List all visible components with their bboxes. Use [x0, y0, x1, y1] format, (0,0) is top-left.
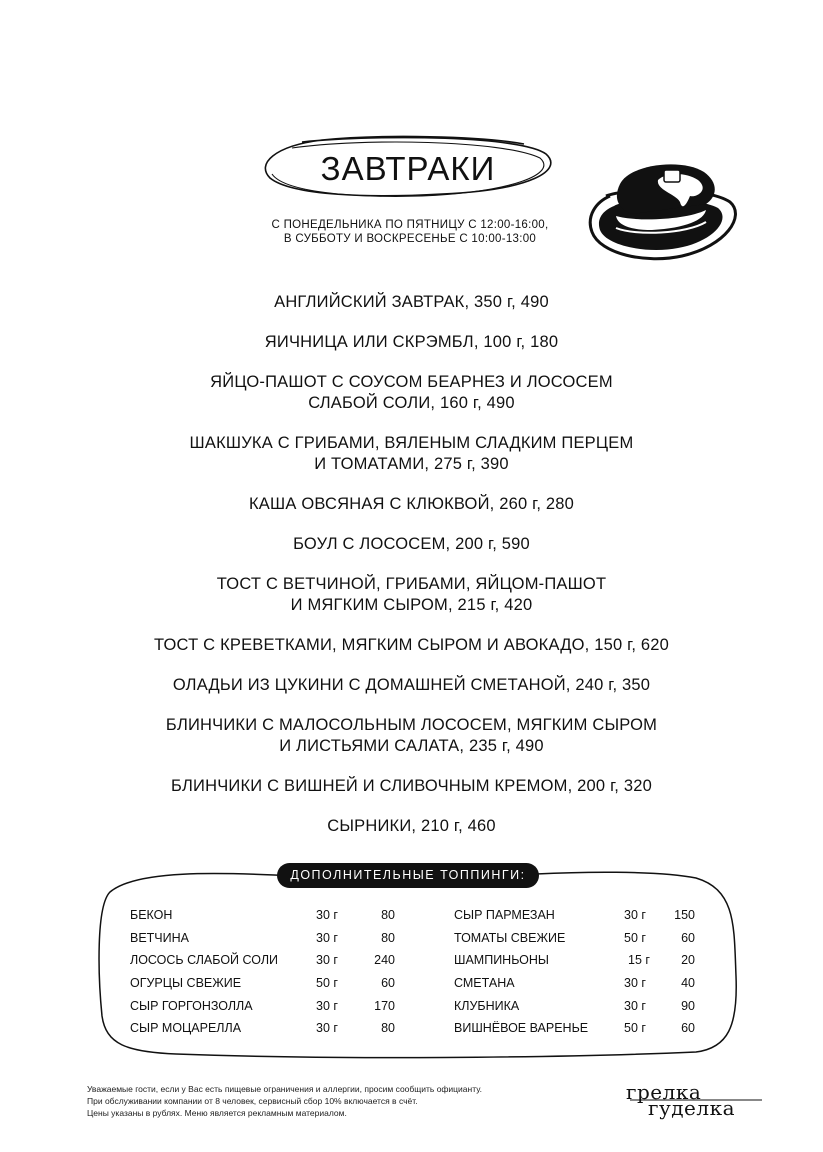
- allergy-note: Уважаемые гости, если у Вас есть пищевые ограничения и аллергии, просим сообщить официанту.: [87, 1084, 482, 1094]
- toppings-right-column: [454, 908, 695, 1044]
- logo-text-top: грелка: [626, 1080, 702, 1104]
- menu-item: СЫРНИКИ, 210 г, 460: [327, 817, 496, 835]
- topping-row: СЫР ГОРГОНЗОЛЛА 30 г 170: [130, 998, 395, 1013]
- menu-item: БЛИНЧИКИ С ВИШНЕЙ И СЛИВОЧНЫМ КРЕМОМ, 200 г, 320: [170, 777, 652, 795]
- hours-weekend: В СУББОТУ И ВОСКРЕСЕНЬЕ С 10:00-13:00: [283, 233, 537, 245]
- brand-logo: [626, 1080, 766, 1124]
- footer-notes: [87, 1083, 482, 1119]
- menu-item: БОУЛ С ЛОСОСЕМ, 200 г, 590: [293, 535, 530, 553]
- topping-row: ЛОСОСЬ СЛАБОЙ СОЛИ 30 г 240: [130, 953, 395, 968]
- topping-row: БЕКОН 30 г 80: [130, 908, 395, 922]
- menu-item: КАША ОВСЯНАЯ С КЛЮКВОЙ, 260 г, 280: [248, 495, 575, 513]
- menu-item: ТОСТ С ВЕТЧИНОЙ, ГРИБАМИ, ЯЙЦОМ-ПАШОТ И МЯГКИМ СЫРОМ, 215 г, 420: [216, 575, 607, 614]
- topping-row: СЫР ПАРМЕЗАН 30 г 150: [454, 908, 695, 922]
- topping-row: СМЕТАНА 30 г 40: [454, 976, 695, 991]
- topping-row: ОГУРЦЫ СВЕЖИЕ 50 г 60: [130, 976, 395, 991]
- topping-row: ШАМПИНЬОНЫ 15 г 20: [454, 953, 695, 968]
- menu-list: [0, 292, 823, 856]
- topping-row: ВЕТЧИНА 30 г 80: [130, 930, 395, 945]
- menu-item: БЛИНЧИКИ С МАЛОСОЛЬНЫМ ЛОСОСЕМ, МЯГКИМ СЫРОМ И ЛИСТЬЯМИ САЛАТА, 235 г, 490: [165, 716, 658, 755]
- topping-row: СЫР МОЦАРЕЛЛА 30 г 80: [130, 1021, 395, 1036]
- topping-row: КЛУБНИКА 30 г 90: [454, 998, 695, 1013]
- menu-item: ТОСТ С КРЕВЕТКАМИ, МЯГКИМ СЫРОМ И АВОКАДО, 150 г, 620: [153, 636, 670, 654]
- toppings-title-badge: ДОПОЛНИТЕЛЬНЫЕ ТОППИНГИ:: [277, 863, 539, 888]
- pancake-illustration-icon: [586, 150, 742, 271]
- service-charge-note: При обслуживании компании от 8 человек, сервисный сбор 10% включается в счёт.: [87, 1096, 418, 1106]
- menu-item: ШАКШУКА С ГРИБАМИ, ВЯЛЕНЫМ СЛАДКИМ ПЕРЦЕМ И ТОМАТАМИ, 275 г, 390: [189, 434, 634, 473]
- hours-weekdays: С ПОНЕДЕЛЬНИКА ПО ПЯТНИЦУ С 12:00-16:00,: [271, 219, 549, 231]
- toppings-left-column: [130, 908, 395, 1044]
- menu-item: ЯЙЦО-ПАШОТ С СОУСОМ БЕАРНЕЗ И ЛОСОСЕМ СЛАБОЙ СОЛИ, 160 г, 490: [210, 373, 613, 412]
- prices-note: Цены указаны в рублях. Меню является рекламным материалом.: [87, 1108, 347, 1118]
- topping-row: ВИШНЁВОЕ ВАРЕНЬЕ 50 г 60: [454, 1021, 695, 1036]
- title-block: [262, 132, 562, 212]
- logo-text-bottom: гуделка: [648, 1096, 736, 1120]
- breakfast-hours: [230, 218, 590, 246]
- menu-item: ЯИЧНИЦА ИЛИ СКРЭМБЛ, 100 г, 180: [264, 333, 559, 351]
- page-title: ЗАВТРАКИ: [320, 150, 496, 187]
- menu-item: ОЛАДЬИ ИЗ ЦУКИНИ С ДОМАШНЕЙ СМЕТАНОЙ, 240 г, 350: [172, 676, 651, 694]
- topping-row: ТОМАТЫ СВЕЖИЕ 50 г 60: [454, 930, 695, 945]
- menu-item: АНГЛИЙСКИЙ ЗАВТРАК, 350 г, 490: [274, 293, 549, 311]
